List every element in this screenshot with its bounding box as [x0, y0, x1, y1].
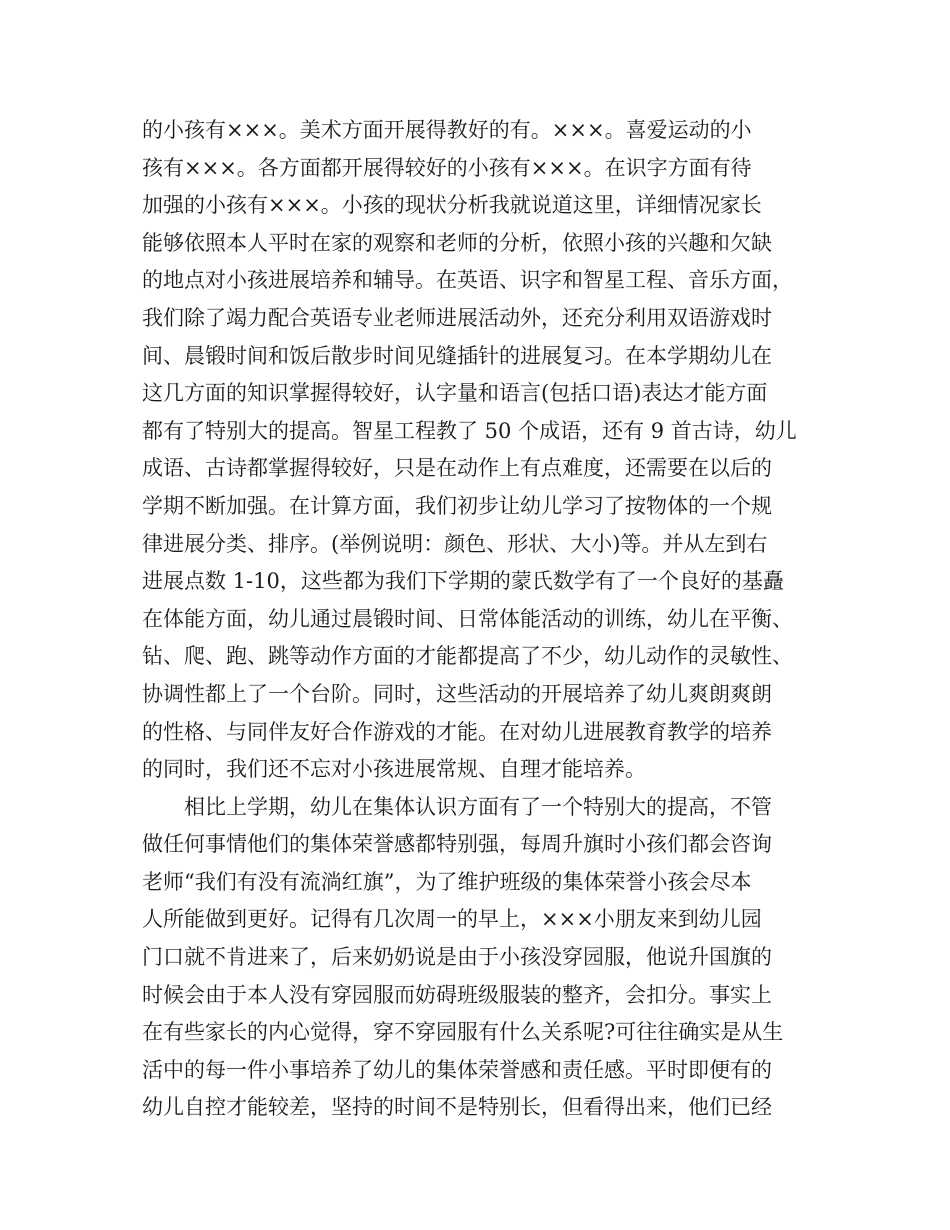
- text-line: 这几方面的知识掌握得较好，认字量和语言(包括口语)表达才能方面: [142, 381, 768, 406]
- text-line: 我们除了竭力配合英语专业老师进展活动外，还充分利用双语游戏时: [142, 305, 772, 330]
- text-line: 进展点数 1-10，这些都为我们下学期的蒙氏数学有了一个良好的基矗: [142, 569, 784, 594]
- text-line: 学期不断加强。在计算方面，我们初步让幼儿学习了按物体的一个规: [142, 493, 772, 518]
- text-line: 幼儿自控才能较差，坚持的时间不是特别长，但看得出来，他们已经: [142, 1095, 772, 1120]
- text-line: 时候会由于本人没有穿园服而妨碍班级服装的整齐，会扣分。事实上: [142, 982, 772, 1007]
- body-text: [142, 112, 814, 1127]
- text-line: 律进展分类、排序。(举例说明：颜色、形状、大小)等。并从左到右: [142, 531, 768, 556]
- text-line: 在体能方面，幼儿通过晨锻时间、日常体能活动的训练，幼儿在平衡、: [142, 606, 793, 631]
- text-line: 间、晨锻时间和饭后散步时间见缝插针的进展复习。在本学期幼儿在: [142, 343, 772, 368]
- paragraph-first-line: 相比上学期，幼儿在集体认识方面有了一个特别大的提高，不管: [184, 794, 772, 819]
- text-line: 在有些家长的内心觉得，穿不穿园服有什么关系呢?可往往确实是从生: [142, 1020, 784, 1045]
- text-line: 活中的每一件小事培养了幼儿的集体荣誉感和责任感。平时即便有的: [142, 1057, 772, 1082]
- text-line: 能够依照本人平时在家的观察和老师的分析，依照小孩的兴趣和欠缺: [142, 230, 772, 255]
- text-line: 的同时，我们还不忘对小孩进展常规、自理才能培养。: [142, 757, 646, 782]
- text-line: 门口就不肯进来了，后来奶奶说是由于小孩没穿园服，他说升国旗的: [142, 945, 772, 970]
- text-line: 孩有×××。各方面都开展得较好的小孩有×××。在识字方面有待: [142, 155, 752, 180]
- text-line: 做任何事情他们的集体荣誉感都特别强，每周升旗时小孩们都会咨询: [142, 832, 772, 857]
- text-line: 加强的小孩有×××。小孩的现状分析我就说道这里，详细情况家长: [142, 193, 762, 218]
- text-line: 的小孩有×××。美术方面开展得教好的有。×××。喜爱运动的小: [142, 118, 752, 142]
- text-line: 的性格、与同伴友好合作游戏的才能。在对幼儿进展教育教学的培养: [142, 719, 772, 744]
- text-line: 协调性都上了一个台阶。同时，这些活动的开展培养了幼儿爽朗爽朗: [142, 681, 772, 706]
- text-line: 钻、爬、跑、跳等动作方面的才能都提高了不少，幼儿动作的灵敏性、: [142, 644, 793, 669]
- text-line: 成语、古诗都掌握得较好，只是在动作上有点难度，还需要在以后的: [142, 456, 772, 481]
- text-line: 人所能做到更好。记得有几次周一的早上，×××小朋友来到幼儿园: [142, 907, 762, 932]
- text-line: 的地点对小孩进展培养和辅导。在英语、识字和智星工程、音乐方面，: [142, 268, 793, 293]
- text-line: 都有了特别大的提高。智星工程教了 50 个成语，还有 9 首古诗，幼儿: [142, 418, 797, 443]
- text-line: 老师“我们有没有流淌红旗”，为了维护班级的集体荣誉小孩会尽本: [142, 869, 752, 894]
